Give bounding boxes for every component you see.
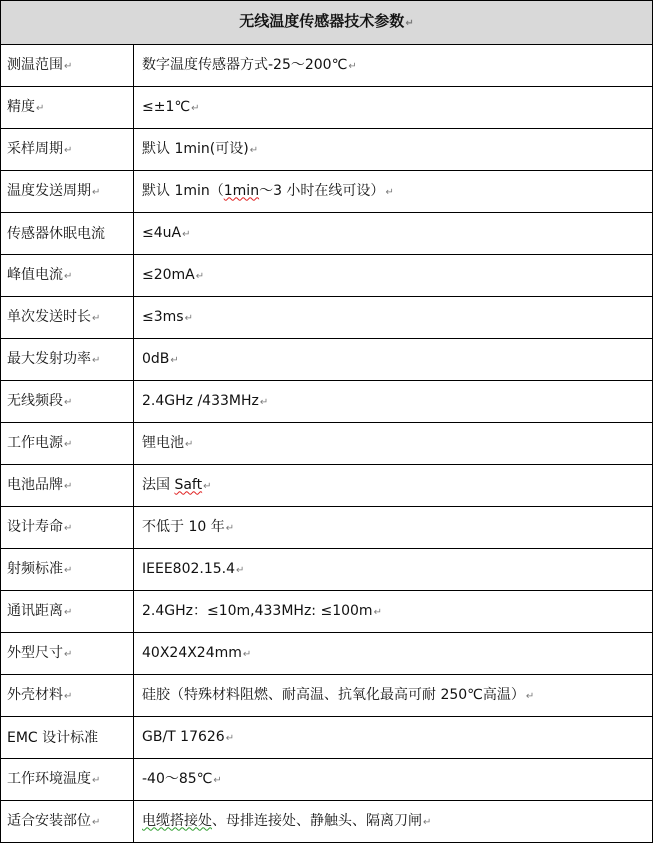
paragraph-mark-icon: ↵ bbox=[191, 102, 200, 114]
grammar-check-text: 电缆搭接处 bbox=[142, 812, 212, 829]
paragraph-mark-icon: ↵ bbox=[225, 522, 235, 534]
paragraph-mark-icon: ↵ bbox=[64, 648, 73, 660]
param-label: 外型尺寸↵ bbox=[1, 633, 134, 675]
paragraph-mark-icon: ↵ bbox=[92, 312, 101, 324]
table-row bbox=[1, 675, 653, 717]
param-label: 传感器休眠电流 bbox=[1, 213, 134, 255]
param-label: 无线频段↵ bbox=[1, 381, 134, 423]
param-label: 采样周期↵ bbox=[1, 129, 134, 171]
param-value: GB/T 17626↵ bbox=[134, 717, 653, 759]
param-value: 锂电池↵ bbox=[134, 423, 653, 465]
paragraph-mark-icon: ↵ bbox=[92, 816, 101, 828]
param-label: 通讯距离↵ bbox=[1, 591, 134, 633]
table-row bbox=[1, 423, 653, 465]
paragraph-mark-icon: ↵ bbox=[64, 690, 73, 702]
paragraph-mark-icon: ↵ bbox=[348, 60, 357, 72]
table-row bbox=[1, 633, 653, 675]
table-row bbox=[1, 129, 653, 171]
paragraph-mark-icon: ↵ bbox=[405, 18, 414, 29]
param-label: 外壳材料↵ bbox=[1, 675, 134, 717]
param-value: ≤20mA↵ bbox=[134, 255, 653, 297]
param-label: EMC 设计标准 bbox=[1, 717, 134, 759]
paragraph-mark-icon: ↵ bbox=[64, 480, 73, 492]
param-value: IEEE802.15.4↵ bbox=[134, 549, 653, 591]
table-row bbox=[1, 45, 653, 87]
paragraph-mark-icon: ↵ bbox=[213, 774, 222, 786]
paragraph-mark-icon: ↵ bbox=[249, 144, 259, 156]
paragraph-mark-icon: ↵ bbox=[64, 144, 73, 156]
table-title bbox=[1, 1, 653, 45]
param-label: 适合安装部位↵ bbox=[1, 801, 134, 843]
table-row bbox=[1, 591, 653, 633]
paragraph-mark-icon: ↵ bbox=[64, 606, 73, 618]
param-value: 0dB↵ bbox=[134, 339, 653, 381]
paragraph-mark-icon: ↵ bbox=[184, 312, 193, 324]
paragraph-mark-icon: ↵ bbox=[92, 354, 101, 366]
paragraph-mark-icon: ↵ bbox=[92, 774, 101, 786]
paragraph-mark-icon: ↵ bbox=[64, 564, 73, 576]
param-value: 法国 Saft↵ bbox=[134, 465, 653, 507]
param-value: 不低于 10 年↵ bbox=[134, 507, 653, 549]
table-title-text: 无线温度传感器技术参数 bbox=[239, 12, 405, 30]
spellcheck-text: 1min bbox=[223, 182, 260, 199]
paragraph-mark-icon: ↵ bbox=[64, 396, 73, 408]
table-row bbox=[1, 255, 653, 297]
table-row bbox=[1, 549, 653, 591]
param-label: 设计寿命↵ bbox=[1, 507, 134, 549]
paragraph-mark-icon: ↵ bbox=[385, 186, 394, 198]
table-row bbox=[1, 507, 653, 549]
paragraph-mark-icon: ↵ bbox=[185, 438, 194, 450]
table-row bbox=[1, 465, 653, 507]
param-label: 峰值电流↵ bbox=[1, 255, 134, 297]
paragraph-mark-icon: ↵ bbox=[423, 816, 432, 828]
paragraph-mark-icon: ↵ bbox=[195, 270, 205, 282]
table-row bbox=[1, 717, 653, 759]
table-row bbox=[1, 381, 653, 423]
table-row bbox=[1, 87, 653, 129]
param-value: 数字温度传感器方式-25～200℃↵ bbox=[134, 45, 653, 87]
param-value: ≤±1℃↵ bbox=[134, 87, 653, 129]
paragraph-mark-icon: ↵ bbox=[225, 732, 235, 744]
param-label: 最大发射功率↵ bbox=[1, 339, 134, 381]
paragraph-mark-icon: ↵ bbox=[236, 564, 245, 576]
param-value: 2.4GHz：≤10m,433MHz: ≤100m↵ bbox=[134, 591, 653, 633]
spellcheck-text: Saft bbox=[174, 476, 203, 493]
param-value: ≤4uA↵ bbox=[134, 213, 653, 255]
paragraph-mark-icon: ↵ bbox=[92, 186, 101, 198]
table-row bbox=[1, 171, 653, 213]
paragraph-mark-icon: ↵ bbox=[64, 270, 73, 282]
paragraph-mark-icon: ↵ bbox=[170, 354, 179, 366]
param-value: -40～85℃↵ bbox=[134, 759, 653, 801]
param-value: 硅胶（特殊材料阻燃、耐高温、抗氧化最高可耐 250℃高温）↵ bbox=[134, 675, 653, 717]
param-value: 默认 1min（1min～3 小时在线可设）↵ bbox=[134, 171, 653, 213]
param-label: 温度发送周期↵ bbox=[1, 171, 134, 213]
paragraph-mark-icon: ↵ bbox=[373, 606, 382, 618]
param-value: 电缆搭接处、母排连接处、静触头、隔离刀闸↵ bbox=[134, 801, 653, 843]
paragraph-mark-icon: ↵ bbox=[64, 60, 73, 72]
param-label: 电池品牌↵ bbox=[1, 465, 134, 507]
table-row bbox=[1, 213, 653, 255]
param-label: 精度↵ bbox=[1, 87, 134, 129]
paragraph-mark-icon: ↵ bbox=[259, 396, 269, 408]
param-label: 射频标准↵ bbox=[1, 549, 134, 591]
paragraph-mark-icon: ↵ bbox=[182, 228, 191, 240]
paragraph-mark-icon: ↵ bbox=[525, 690, 535, 702]
table-header-row bbox=[1, 1, 653, 45]
paragraph-mark-icon: ↵ bbox=[64, 522, 73, 534]
table-row bbox=[1, 759, 653, 801]
paragraph-mark-icon: ↵ bbox=[36, 102, 45, 114]
paragraph-mark-icon: ↵ bbox=[203, 480, 212, 492]
table-row bbox=[1, 801, 653, 843]
table-row bbox=[1, 339, 653, 381]
param-label: 工作电源↵ bbox=[1, 423, 134, 465]
param-label: 测温范围↵ bbox=[1, 45, 134, 87]
param-label: 工作环境温度↵ bbox=[1, 759, 134, 801]
paragraph-mark-icon: ↵ bbox=[64, 438, 73, 450]
param-label: 单次发送时长↵ bbox=[1, 297, 134, 339]
table-body bbox=[1, 45, 653, 843]
param-value: 默认 1min(可设)↵ bbox=[134, 129, 653, 171]
param-value: 2.4GHz /433MHz↵ bbox=[134, 381, 653, 423]
param-value: 40X24X24mm↵ bbox=[134, 633, 653, 675]
paragraph-mark-icon: ↵ bbox=[242, 648, 252, 660]
table-row bbox=[1, 297, 653, 339]
param-value: ≤3ms↵ bbox=[134, 297, 653, 339]
